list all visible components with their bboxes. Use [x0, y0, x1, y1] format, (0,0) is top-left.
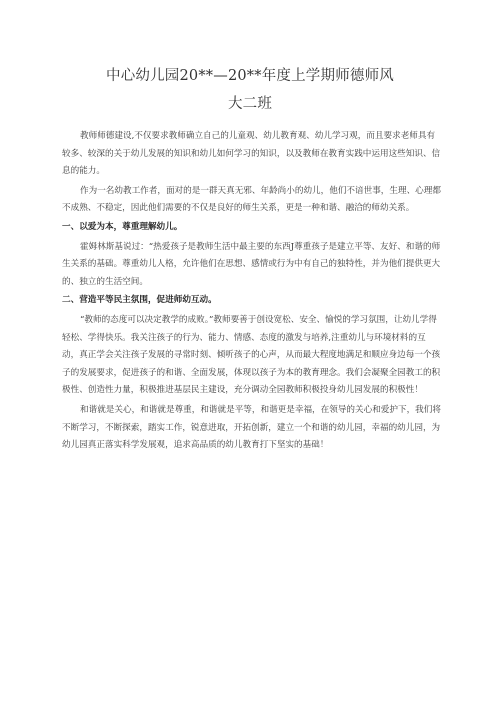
- section-1-paragraph: 霍姆林斯基说过：“热爱孩子是教师生活中最主要的东西J尊重孩子是建立平等、友好、和谐的师生关系的基础。尊重幼儿人格，允许他们在思想、感情或行为中有自己的独特性，并为他们提供更大的、独立的生活空间。: [62, 241, 441, 287]
- document-body: [62, 128, 442, 455]
- intro-paragraph-1: 教师师德建设,不仅要求教师确立自己的儿童观、幼儿教育观、幼儿学习观，而且要求老师具有较多、较深的关于幼儿发展的知识和幼儿如何学习的知识，以及教师在教育实践中运用这些知识、信息的能力。: [62, 131, 441, 177]
- section-1-heading: 一、以爱为本，尊重理解幼儿。: [62, 221, 183, 232]
- section-2-heading: 二、营造平等民主氛围，促进师幼互动。: [62, 295, 217, 306]
- section-2-paragraph-2: 和谐就是关心，和谐就是尊重，和谐就是平等，和谐更是幸福，在领导的关心和爱护下，我们将不断学习，不断探索，踏实工作，锐意进取，开拓创新，建立一个和谐的幼儿园，幸福的幼儿园，为幼儿园真正落实科学发展观，追求高品质的幼儿教育打下坚实的基础！: [62, 404, 441, 451]
- intro-paragraph-2: 作为一名幼教工作者，面对的是一群天真无邪、年龄尚小的幼儿，他们不谙世事，生理、心理都不成熟、不稳定，因此他们需要的不仅是良好的师生关系，更是一种和谐、融洽的师幼关系。: [62, 185, 441, 214]
- document-title: 中心幼儿园20**—20**年度上学期师德师风: [106, 68, 394, 84]
- section-2-paragraph-1: “教师的态度可以决定教学的成败。”教师要善于创设宽松、安全、愉悦的学习氛围，让幼儿学得轻松、学得快乐。我关注孩子的行为、能力、情感、态度的激发与培养,注重幼儿与环境材料的互动，真正学会关注孩子发展的寻常时刻、倾听孩子的心声，从而最大程度地满足和顺应身边每一个孩子的发展要求，促进孩子的和谐、全面发展，体现以孩子为本的教育理念。我们会凝聚全园教工的积极性、创造性力量，积极推进基层民主建设，充分调动全园教师积极投身幼儿园发展的积极性！: [62, 314, 441, 396]
- document-subtitle: 大二班: [227, 96, 273, 112]
